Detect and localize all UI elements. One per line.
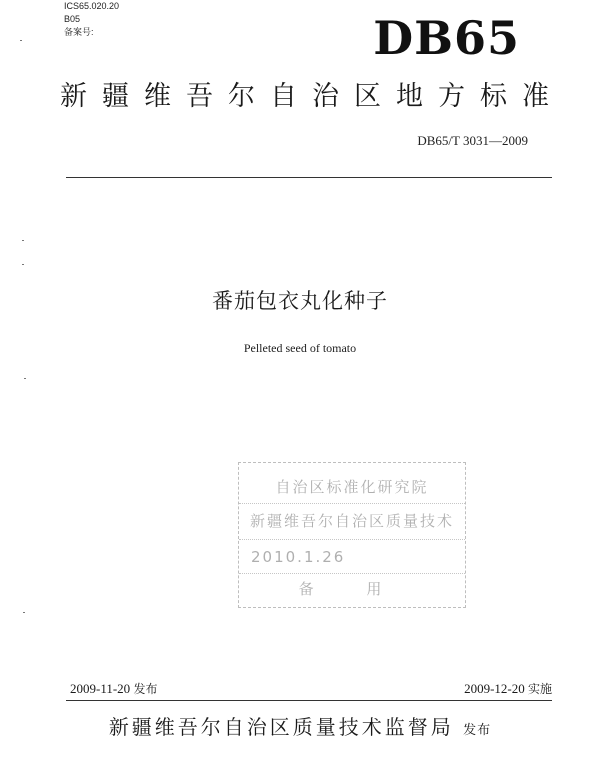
- stamp-divider: [239, 539, 465, 540]
- implementation-date-value: 2009-12-20: [464, 681, 525, 696]
- standard-type-heading: 新疆维吾尔自治区地方标准: [60, 81, 564, 112]
- publisher-name: 新疆维吾尔自治区质量技术监督局: [108, 715, 454, 739]
- stamp-divider: [239, 573, 465, 574]
- top-divider: [66, 177, 552, 178]
- scan-speck: [23, 612, 25, 613]
- issue-date: [70, 681, 157, 697]
- ics-code: ICS65.020.20: [64, 1, 120, 11]
- ccs-code: B05: [64, 14, 81, 24]
- filing-number-label: 备案号:: [64, 27, 94, 37]
- scan-speck: [22, 264, 24, 265]
- bottom-divider: [66, 700, 552, 701]
- publisher-suffix: 发布: [463, 723, 492, 738]
- stamp-date: 2010.1.26: [251, 548, 346, 566]
- registration-stamp: [238, 462, 466, 608]
- scan-speck: [24, 378, 26, 379]
- scan-speck: [22, 240, 24, 241]
- standard-number: DB65/T 3031—2009: [417, 133, 528, 148]
- issue-date-suffix: 发布: [133, 682, 158, 696]
- implementation-date-suffix: 实施: [527, 682, 552, 696]
- stamp-line-1: 自治区标准化研究院: [275, 478, 429, 496]
- issue-date-value: 2009-11-20: [70, 681, 131, 696]
- scan-speck: [20, 40, 22, 41]
- stamp-line-4: 备 用: [298, 580, 406, 598]
- implementation-date: [464, 681, 552, 697]
- stamp-divider: [239, 503, 465, 504]
- document-title-english: Pelleted seed of tomato: [243, 341, 357, 355]
- stamp-line-2: 新疆维吾尔自治区质量技术: [249, 512, 454, 530]
- db65-logo: DB65: [373, 11, 520, 65]
- publisher-line: [0, 713, 600, 745]
- document-title-chinese: 番茄包衣丸化种子: [212, 289, 388, 313]
